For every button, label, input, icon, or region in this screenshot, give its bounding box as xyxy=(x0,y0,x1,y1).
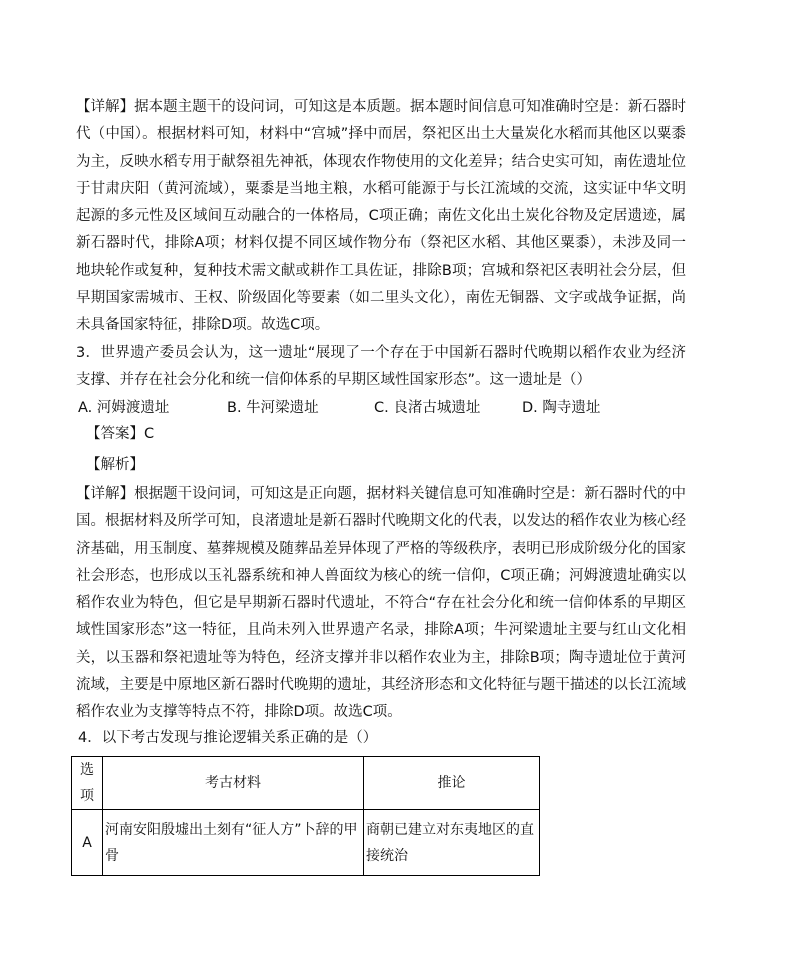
q3-option-d: D. 陶寺遗址 xyxy=(522,400,601,416)
table-header-row xyxy=(72,757,540,810)
table-cell-material: 河南安阳殷墟出土刻有“征人方”卜辞的甲骨 xyxy=(103,810,364,876)
q3-option-c: C. 良渚古城遗址 xyxy=(374,400,481,416)
q3-option-b: B. 牛河梁遗址 xyxy=(227,400,319,416)
table-header-option: 选项 xyxy=(72,757,103,810)
q3-answer: 【答案】C xyxy=(86,426,155,442)
q3-stem: 3．世界遗产委员会认为，这一遗址“展现了一个存在于中国新石器时代晚期以稻作农业为经济支撑、并存在社会分化和统一信仰体系的早期区域性国家形态”。这一遗址是（） xyxy=(76,345,686,389)
q3-analysis-title: 【解析】 xyxy=(86,457,144,473)
q4-stem: 4．以下考古发现与推论逻辑关系正确的是（） xyxy=(78,730,378,746)
table-cell-inference: 商朝已建立对东夷地区的直接统治 xyxy=(364,810,540,876)
table-row xyxy=(72,810,540,876)
q2-analysis-paragraph: 【详解】据本题主题干的设问词，可知这是本质题。据本题时间信息可知准确时空是：新石器时代（中国）。根据材料可知，材料中“宫城”择中而居，祭祀区出土大量炭化水稻而其他区以粟黍为主，反映水稻专用于献祭祖先神祇，体现农作物使用的文化差异；结合史实可知，南佐遗址位于甘肃庆阳（黄河流域），粟黍是当地主粮，水稻可能源于与长江流域的交流，这实证中华文明起源的多元性及区域间互动融合的一体格局，C项正确；南佐文化出土炭化谷物及定居遗迹，属新石器时代，排除A项；材料仅提不同区域作物分布（祭祀区水稻、其他区粟黍），未涉及同一地块轮作或复种，复种技术需文献或耕作工具佐证，排除B项；宫城和祭祀区表明社会分层，但早期国家需城市、王权、阶级固化等要素（如二里头文化），南佐无铜器、文字或战争证据，尚未具备国家特征，排除D项。故选C项。 xyxy=(76,99,686,334)
q3-analysis-paragraph: 【详解】根据题干设问词，可知这是正向题，据材料关键信息可知准确时空是：新石器时代的中国。根据材料及所学可知，良渚遗址是新石器时代晚期文化的代表，以发达的稻作农业为核心经济基础，用玉制度、墓葬规模及随葬品差异体现了严格的等级秩序，表明已形成阶级分化的国家社会形态，也形成以玉礼器系统和神人兽面纹为核心的统一信仰，C项正确；河姆渡遗址确实以稻作农业为特色，但它是早期新石器时代遗址，不符合“存在社会分化和统一信仰体系的早期区域性国家形态”这一特征，且尚未列入世界遗产名录，排除A项；牛河梁遗址主要与红山文化相关，以玉器和祭祀遗址等为特色，经济支撑并非以稻作农业为主，排除B项；陶寺遗址位于黄河流域，主要是中原地区新石器时代晚期的遗址，其经济形态和文化特征与题干描述的以长江流域稻作农业为支撑等特点不符，排除D项。故选C项。 xyxy=(76,486,686,721)
table-header-material: 考古材料 xyxy=(103,757,364,810)
table-cell-option: A xyxy=(72,810,103,876)
q3-option-a: A. 河姆渡遗址 xyxy=(78,400,170,416)
q4-table xyxy=(71,756,540,876)
table-header-inference: 推论 xyxy=(364,757,540,810)
